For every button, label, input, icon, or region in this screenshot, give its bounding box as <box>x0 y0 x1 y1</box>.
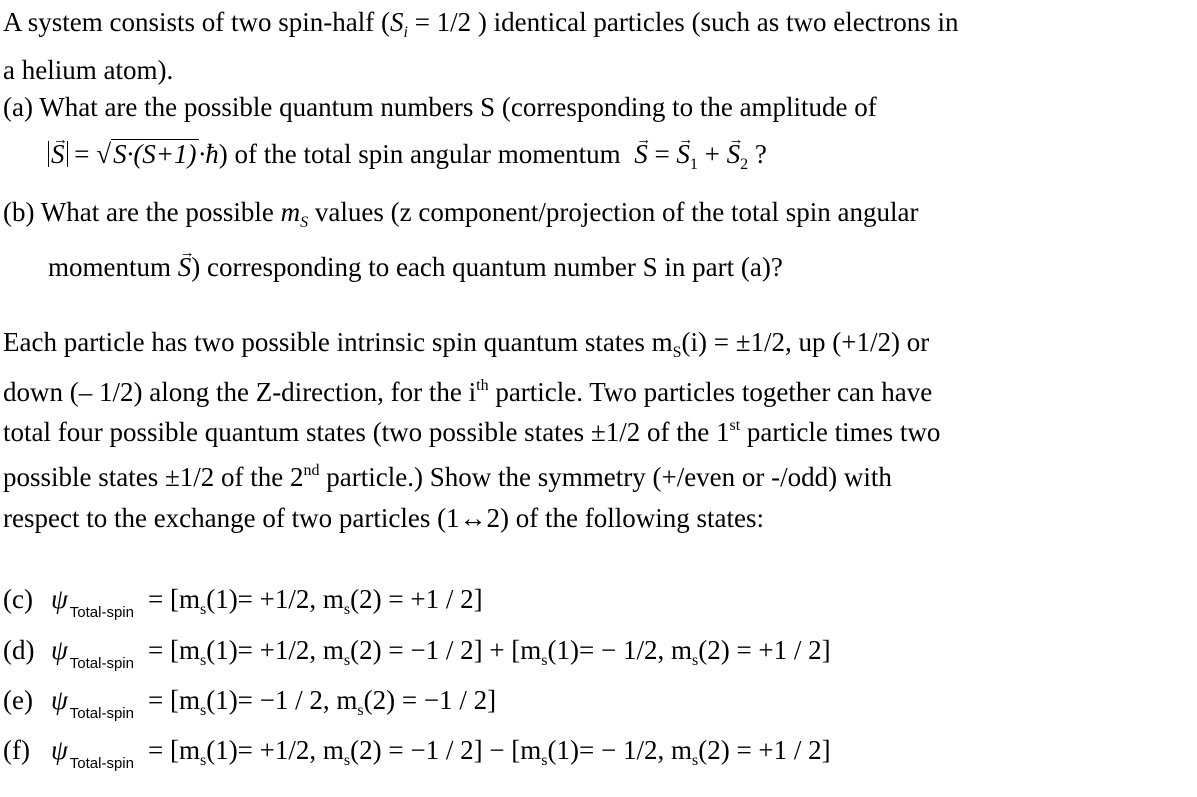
para-text-2: down (– 1/2) along the Z-direction, for the i <box>3 377 477 407</box>
sqrt-sign: √ <box>96 139 112 169</box>
para-sub-1: S <box>672 344 682 361</box>
eq-rest: (1)= −1 / 2, m <box>206 685 358 715</box>
equals: = <box>67 139 97 169</box>
vector-S2: → S <box>727 138 741 170</box>
hbar: ·ħ <box>198 139 219 169</box>
eq-label: (c) <box>3 584 33 614</box>
eq-rest: (2) = +1 / 2] <box>698 735 831 765</box>
intro-line-2 <box>3 54 173 86</box>
para-text-4b: particle.) Show the symmetry (+/even or -/odd) with <box>319 462 892 492</box>
intro-text-2: a helium atom). <box>3 55 174 85</box>
psi-symbol: ψ <box>51 635 68 665</box>
eq-sub: s <box>691 652 699 669</box>
eq-rest: (1)= +1/2, m <box>206 584 344 614</box>
intro-text-cont: = 1/2 ) identical particles (such as two electrons in <box>407 7 959 37</box>
eq-label: (d) <box>3 635 35 665</box>
eq-sub: s <box>199 752 207 769</box>
eq-rest: (2) = −1 / 2] + [m <box>350 635 542 665</box>
equation-f <box>3 734 831 780</box>
sub-1: 1 <box>689 156 698 173</box>
para-sup-2: th <box>476 377 489 394</box>
para-text-2b: particle. Two particles together can have <box>488 377 933 407</box>
para-line-2 <box>3 370 932 408</box>
para-text-3b: particle times two <box>740 417 941 447</box>
eq-sub: s <box>541 652 548 669</box>
question-b-text-cont: values (z component/projection of the total spin angular <box>308 197 919 227</box>
eq-rest: (2) = +1 / 2] <box>698 635 831 665</box>
spin-subscript: i <box>403 24 408 41</box>
equation-c <box>3 583 483 629</box>
question-b-line-2 <box>48 251 783 283</box>
equation-d <box>3 634 831 680</box>
eq-rest: (1)= +1/2, m <box>206 735 344 765</box>
para-line-5 <box>3 502 764 534</box>
eq-rest: (1)= − 1/2, m <box>547 735 692 765</box>
eq-rest: (1)= +1/2, m <box>206 635 344 665</box>
question-a-line-1 <box>3 91 877 123</box>
eq-rest: (2) = −1 / 2] <box>363 685 497 715</box>
psi-symbol: ψ <box>51 735 68 765</box>
equals-2: = <box>647 139 677 169</box>
question-mark: ? <box>748 139 767 169</box>
sub-2: 2 <box>740 156 749 173</box>
vector-S-total: → S <box>634 138 648 170</box>
eq-sub: s <box>199 601 207 618</box>
psi-symbol: ψ <box>51 685 68 715</box>
eq-sub: s <box>343 601 351 618</box>
eq-sub: s <box>343 752 351 769</box>
question-a-line-2 <box>48 138 767 181</box>
vector-S-b: → S <box>178 251 192 283</box>
para-line-3 <box>3 410 940 448</box>
eq-body: = [m <box>147 735 200 765</box>
para-text-1: Each particle has two possible intrinsic spin quantum states m <box>3 327 673 357</box>
plus: + <box>697 139 727 169</box>
question-b-line2-pre: momentum <box>48 252 178 282</box>
question-a-text: (a) What are the possible quantum numbers S (corresponding to the amplitude of <box>3 92 877 122</box>
eq-rest: (2) = −1 / 2] − [m <box>350 735 542 765</box>
eq-body: = [m <box>147 685 200 715</box>
psi-subscript: Total-spin <box>69 655 134 672</box>
eq-sub: s <box>691 752 699 769</box>
eq-sub: s <box>541 752 548 769</box>
vector-S1: → S <box>676 138 690 170</box>
eq-label: (e) <box>3 685 33 715</box>
eq-label: (f) <box>3 735 30 765</box>
spin-symbol: S <box>389 7 404 37</box>
para-line-1 <box>3 326 929 369</box>
eq-rest: (1)= − 1/2, m <box>547 635 692 665</box>
intro-line-1 <box>3 6 959 49</box>
eq-body: = [m <box>147 584 200 614</box>
para-text-5: respect to the exchange of two particles (1↔2) of the following states: <box>3 503 765 533</box>
sqrt-body: S·(S+1) <box>113 139 197 169</box>
eq-sub: s <box>199 652 207 669</box>
para-sup-3: st <box>729 417 741 434</box>
para-text-3: total four possible quantum states (two possible states ±1/2 of the 1 <box>3 417 730 447</box>
eq-sub: s <box>357 702 364 719</box>
question-b-line-1 <box>3 196 919 239</box>
psi-subscript: Total-spin <box>69 755 134 772</box>
vector-S: → S <box>51 141 65 167</box>
para-line-4 <box>3 455 892 493</box>
m-symbol: m <box>280 197 301 227</box>
psi-symbol: ψ <box>51 584 68 614</box>
intro-text: A system consists of two spin-half ( <box>3 7 390 37</box>
eq-body: = [m <box>147 635 200 665</box>
para-text-1b: (i) = ±1/2, up (+1/2) or <box>681 327 930 357</box>
question-b-line2-post: ) corresponding to each quantum number S in part (a)? <box>191 252 783 282</box>
equation-e <box>3 684 496 730</box>
m-subscript: S <box>300 214 309 231</box>
eq-sub: s <box>343 652 351 669</box>
question-b-text: (b) What are the possible <box>3 197 281 227</box>
para-sup-4: nd <box>303 462 320 479</box>
psi-subscript: Total-spin <box>69 705 134 722</box>
amplitude-abs <box>48 141 68 167</box>
para-text-4: possible states ±1/2 of the 2 <box>3 462 304 492</box>
psi-subscript: Total-spin <box>69 604 134 621</box>
eq-rest: (2) = +1 / 2] <box>350 584 483 614</box>
eq-sub: s <box>199 702 207 719</box>
question-a-tail: ) of the total spin angular momentum <box>218 139 621 169</box>
